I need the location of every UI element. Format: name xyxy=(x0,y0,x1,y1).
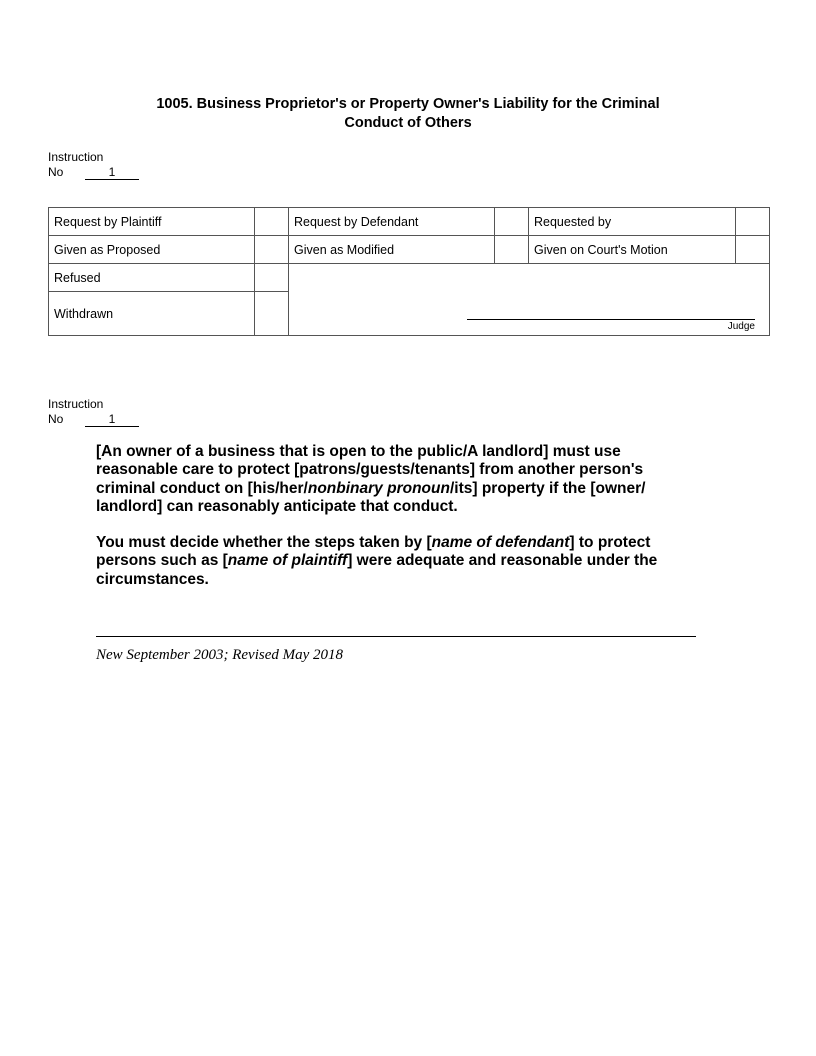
instruction-no-label-2: No xyxy=(48,411,64,426)
instruction-paragraph-1: [An owner of a business that is open to the public/A landlord] must use reasonable care to protect [patrons/guests/tenants] from another person's criminal conduct on [his/her/nonbinary pronoun/its] property if the [owner/ landlord] can reasonably anticipate that conduct. xyxy=(96,443,646,515)
instruction-paragraph-2: You must decide whether the steps taken by [name of defendant] to protect persons such as [name of plaintiff] were adequate and reasonable under the circumstances. xyxy=(96,534,658,588)
title-line-2: Conduct of Others xyxy=(344,114,472,131)
instruction-number-header xyxy=(48,150,139,180)
given-as-proposed-label: Given as Proposed xyxy=(49,236,255,264)
title-line-1: 1005. Business Proprietor's or Property Owner's Liability for the Criminal xyxy=(156,96,660,112)
withdrawn-checkbox[interactable] xyxy=(255,292,289,336)
given-on-courts-motion-checkbox[interactable] xyxy=(736,236,770,264)
instruction-title xyxy=(100,95,716,132)
instruction-body xyxy=(96,443,706,607)
instruction-label: Instruction xyxy=(48,150,104,164)
given-as-proposed-checkbox[interactable] xyxy=(255,236,289,264)
instruction-no-value: 1 xyxy=(85,166,139,180)
request-by-plaintiff-checkbox[interactable] xyxy=(255,208,289,236)
withdrawn-label: Withdrawn xyxy=(49,292,255,336)
given-as-modified-checkbox[interactable] xyxy=(495,236,529,264)
judge-label: Judge xyxy=(727,321,755,332)
refused-label: Refused xyxy=(49,264,255,292)
refused-checkbox[interactable] xyxy=(255,264,289,292)
footer-divider xyxy=(96,636,696,637)
requested-by-label: Requested by xyxy=(529,208,736,236)
given-as-modified-label: Given as Modified xyxy=(289,236,495,264)
revision-history-note: New September 2003; Revised May 2018 xyxy=(96,647,344,663)
requested-by-checkbox[interactable] xyxy=(736,208,770,236)
instruction-no-value-2: 1 xyxy=(85,413,139,427)
instruction-number-header-2 xyxy=(48,397,139,427)
request-by-plaintiff-label: Request by Plaintiff xyxy=(49,208,255,236)
judge-signature-area[interactable] xyxy=(289,264,770,336)
given-on-courts-motion-label: Given on Court's Motion xyxy=(529,236,736,264)
instruction-no-label: No xyxy=(48,164,64,179)
judge-signature-line xyxy=(467,319,755,320)
request-by-defendant-checkbox[interactable] xyxy=(495,208,529,236)
request-by-defendant-label: Request by Defendant xyxy=(289,208,495,236)
instruction-label-2: Instruction xyxy=(48,397,104,411)
disposition-form-table xyxy=(48,207,770,336)
